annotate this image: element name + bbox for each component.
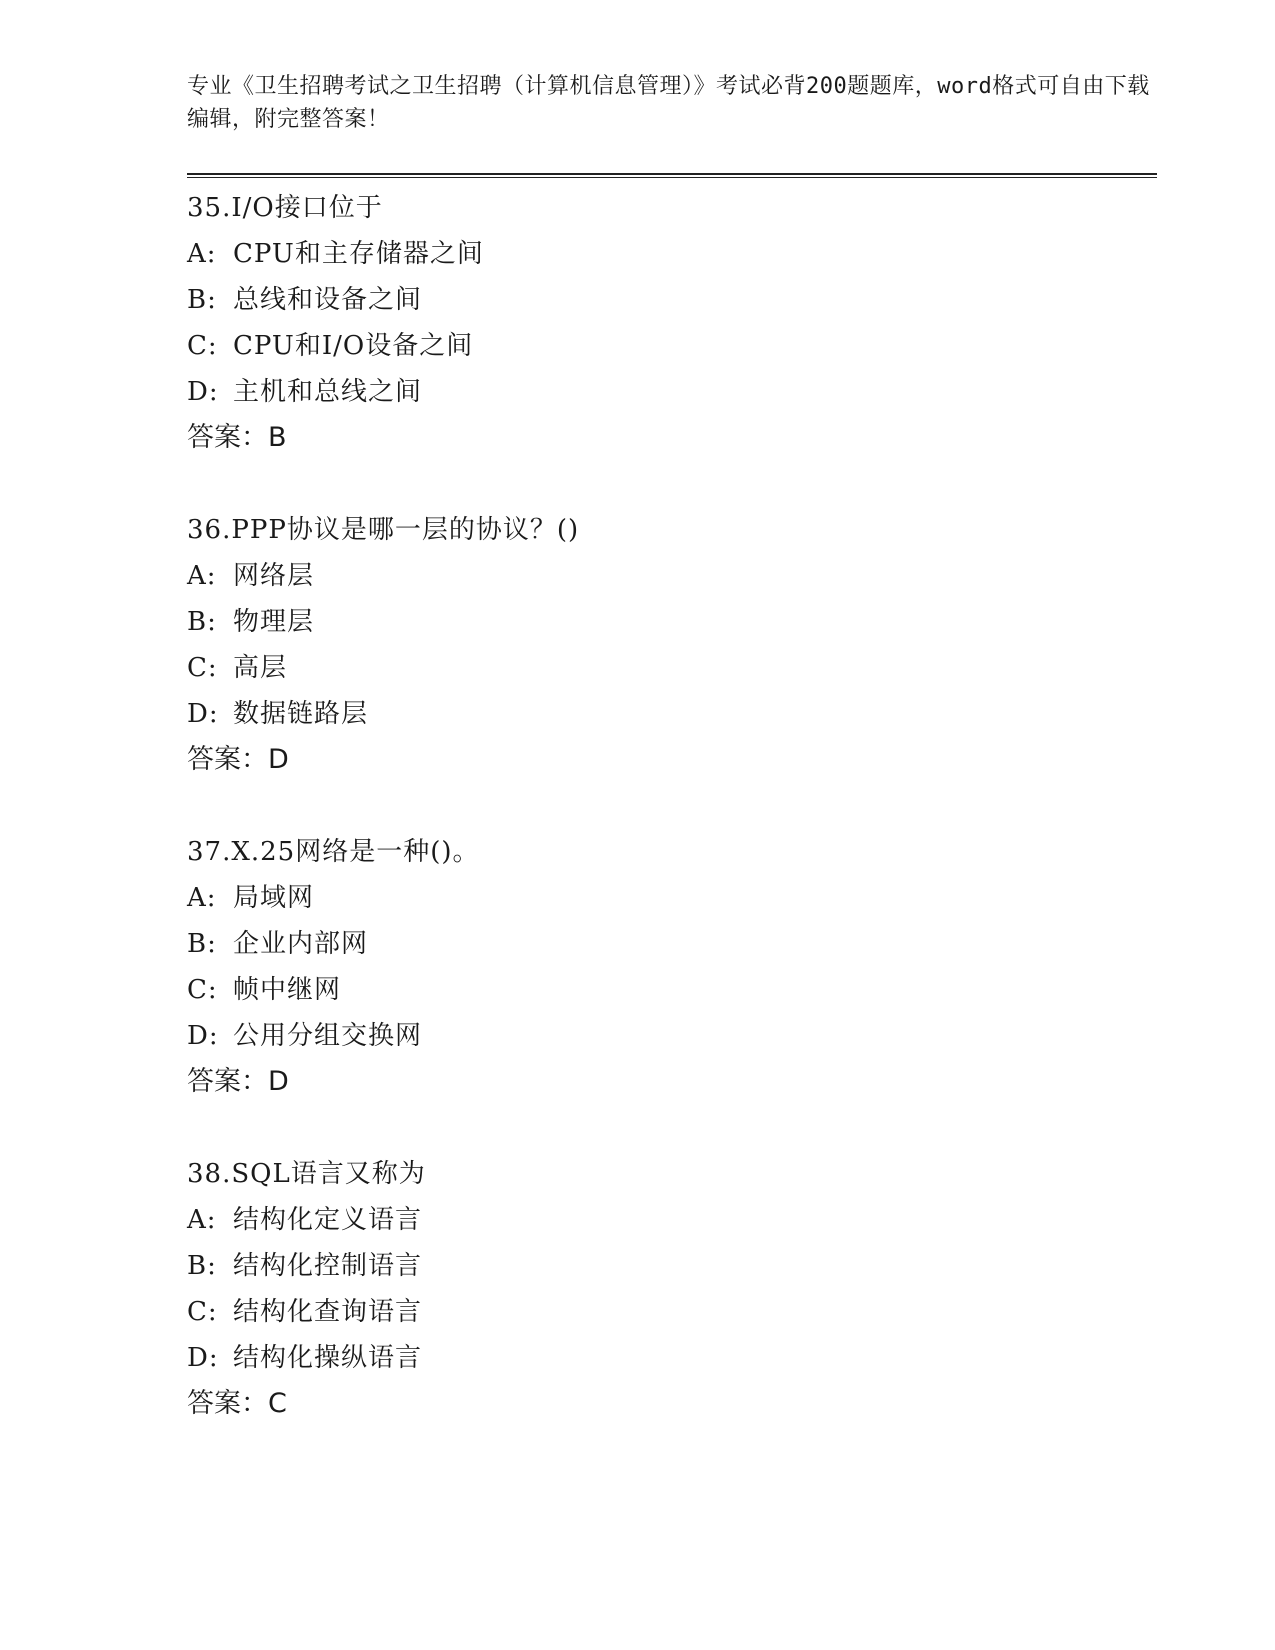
answer-line: 答案：B [187,422,287,453]
option-d [187,691,1157,737]
option-text: 公用分组交换网 [233,1021,423,1051]
option-a [187,1197,1157,1243]
question-stem: 38.SQL语言又称为 [187,1159,426,1189]
option-text: 局域网 [233,883,315,913]
option-text: CPU和主存储器之间 [233,239,484,269]
option-letter: C: [187,1297,218,1327]
option-b [187,277,1157,323]
option-text: 企业内部网 [233,929,369,959]
option-letter: D: [187,699,219,729]
question-38 [187,1151,1157,1427]
option-text: 网络层 [233,561,315,591]
option-c [187,967,1157,1013]
option-text: 结构化定义语言 [233,1205,423,1235]
option-text: 高层 [233,653,288,683]
option-d [187,1335,1157,1381]
option-letter: A: [187,1205,217,1235]
option-c [187,1289,1157,1335]
option-d [187,369,1157,415]
option-text: 结构化查询语言 [233,1297,423,1327]
question-stem: 36.PPP协议是哪一层的协议？() [187,515,580,545]
option-text: 数据链路层 [233,699,369,729]
option-letter: B: [187,607,217,637]
header-divider [187,173,1157,178]
option-letter: D: [187,1021,219,1051]
option-a [187,875,1157,921]
option-letter: C: [187,975,218,1005]
question-list [187,185,1157,1427]
option-letter: A: [187,883,217,913]
option-a [187,553,1157,599]
option-letter: A: [187,239,217,269]
question-36 [187,507,1157,783]
option-b [187,599,1157,645]
option-letter: C: [187,331,218,361]
option-letter: B: [187,285,217,315]
question-35 [187,185,1157,461]
option-text: 结构化控制语言 [233,1251,423,1281]
option-letter: A: [187,561,217,591]
question-37 [187,829,1157,1105]
option-c [187,323,1157,369]
option-d [187,1013,1157,1059]
option-c [187,645,1157,691]
option-text: 帧中继网 [233,975,342,1005]
option-letter: D: [187,377,219,407]
answer-line: 答案：D [187,744,289,775]
option-letter: D: [187,1343,219,1373]
option-letter: C: [187,653,218,683]
answer-line: 答案：C [187,1388,287,1419]
question-stem: 37.X.25网络是一种()。 [187,837,480,867]
option-a [187,231,1157,277]
option-text: 物理层 [233,607,315,637]
document-header: 专业《卫生招聘考试之卫生招聘（计算机信息管理）》考试必背200题题库，word格式可自由下载编辑，附完整答案！ [187,74,1150,132]
option-b [187,1243,1157,1289]
option-text: 结构化操纵语言 [233,1343,423,1373]
option-text: 总线和设备之间 [233,285,423,315]
option-letter: B: [187,929,217,959]
option-b [187,921,1157,967]
document-page [187,70,1157,1473]
option-text: CPU和I/O设备之间 [233,331,474,361]
option-letter: B: [187,1251,217,1281]
question-stem: 35.I/O接口位于 [187,193,383,223]
answer-line: 答案：D [187,1066,289,1097]
option-text: 主机和总线之间 [233,377,423,407]
